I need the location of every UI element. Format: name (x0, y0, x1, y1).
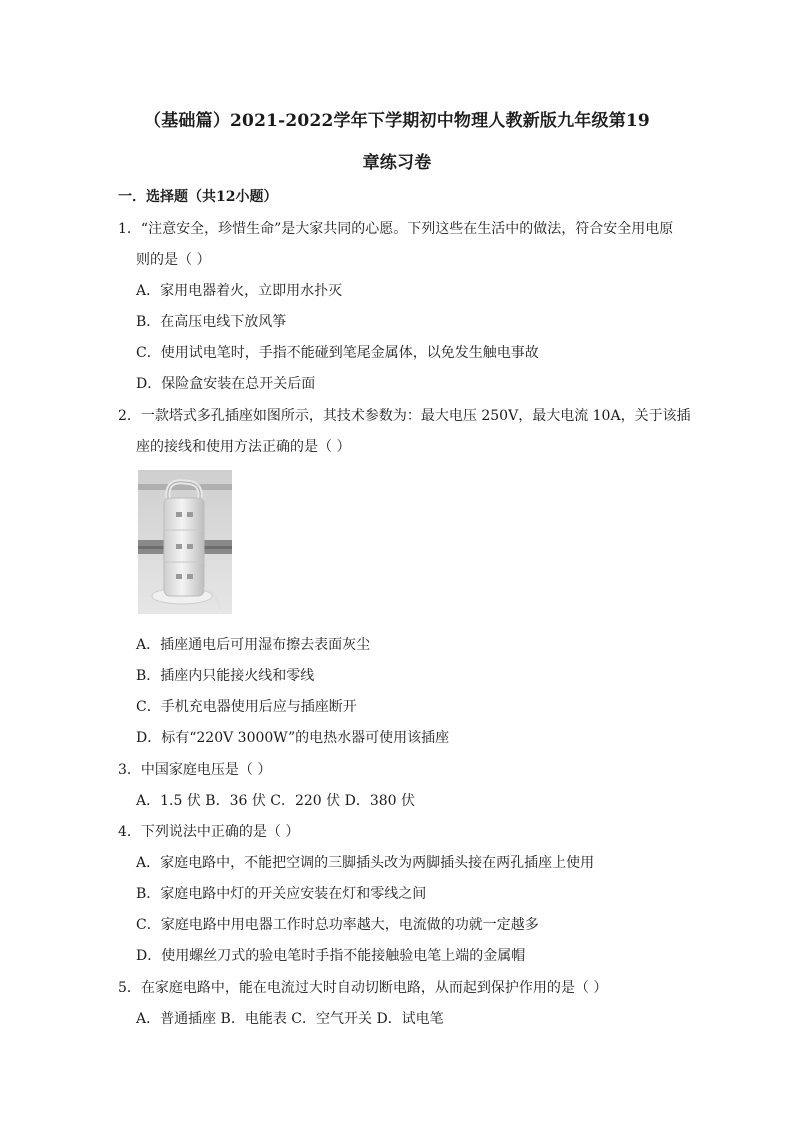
question-1-option-c: C．使用试电笔时，手指不能碰到笔尾金属体，以免发生触电事故 (136, 345, 539, 361)
question-2-option-c: C．手机充电器使用后应与插座断开 (136, 699, 357, 715)
question-2-stem: 座的接线和使用方法正确的是（ ） (136, 439, 351, 455)
document-title-line-1: （基础篇）2021-2022学年下学期初中物理人教新版九年级第19 (144, 111, 650, 131)
tower-socket-photo (138, 470, 232, 614)
document-title-line-2: 章练习卷 (362, 153, 432, 173)
question-1-stem: 则的是（ ） (136, 252, 211, 268)
tower-socket-illustration (138, 470, 232, 614)
question-1-option-d: D．保险盒安装在总开关后面 (136, 376, 316, 392)
question-1-option-b: B．在高压电线下放风筝 (136, 314, 287, 330)
question-4-option-b: B．家庭电路中灯的开关应安装在灯和零线之间 (136, 886, 427, 902)
question-5-stem: 5．在家庭电路中，能在电流过大时自动切断电路，从而起到保护作用的是（ ） (118, 980, 608, 996)
question-1-option-a: A．家用电器着火，立即用水扑灭 (136, 283, 343, 299)
question-4-option-a: A．家庭电路中，不能把空调的三脚插头改为两脚插头接在两孔插座上使用 (136, 855, 595, 871)
question-5-options: A．普通插座 B．电能表 C．空气开关 D．试电笔 (136, 1011, 444, 1027)
section-heading: 一．选择题（共12小题） (118, 189, 278, 205)
question-4-option-c: C．家庭电路中用电器工作时总功率越大，电流做的功就一定越多 (136, 917, 539, 933)
question-2-option-b: B．插座内只能接火线和零线 (136, 668, 315, 684)
question-2-option-d: D．标有“220V 3000W”的电热水器可使用该插座 (136, 730, 450, 746)
question-2-stem: 2．一款塔式多孔插座如图所示，其技术参数为：最大电压 250V，最大电流 10A，关于该插 (118, 408, 691, 424)
question-1-stem: 1．“注意安全，珍惜生命”是大家共同的心愿。下列这些在生活中的做法，符合安全用电原 (118, 221, 674, 237)
question-3-stem: 3．中国家庭电压是（ ） (118, 762, 272, 778)
question-4-option-d: D．使用螺丝刀式的验电笔时手指不能接触验电笔上端的金属帽 (136, 948, 526, 964)
question-4-stem: 4．下列说法中正确的是（ ） (118, 824, 300, 840)
question-3-options: A．1.5 伏 B．36 伏 C．220 伏 D．380 伏 (136, 793, 416, 809)
question-2-option-a: A．插座通电后可用湿布擦去表面灰尘 (136, 637, 371, 653)
